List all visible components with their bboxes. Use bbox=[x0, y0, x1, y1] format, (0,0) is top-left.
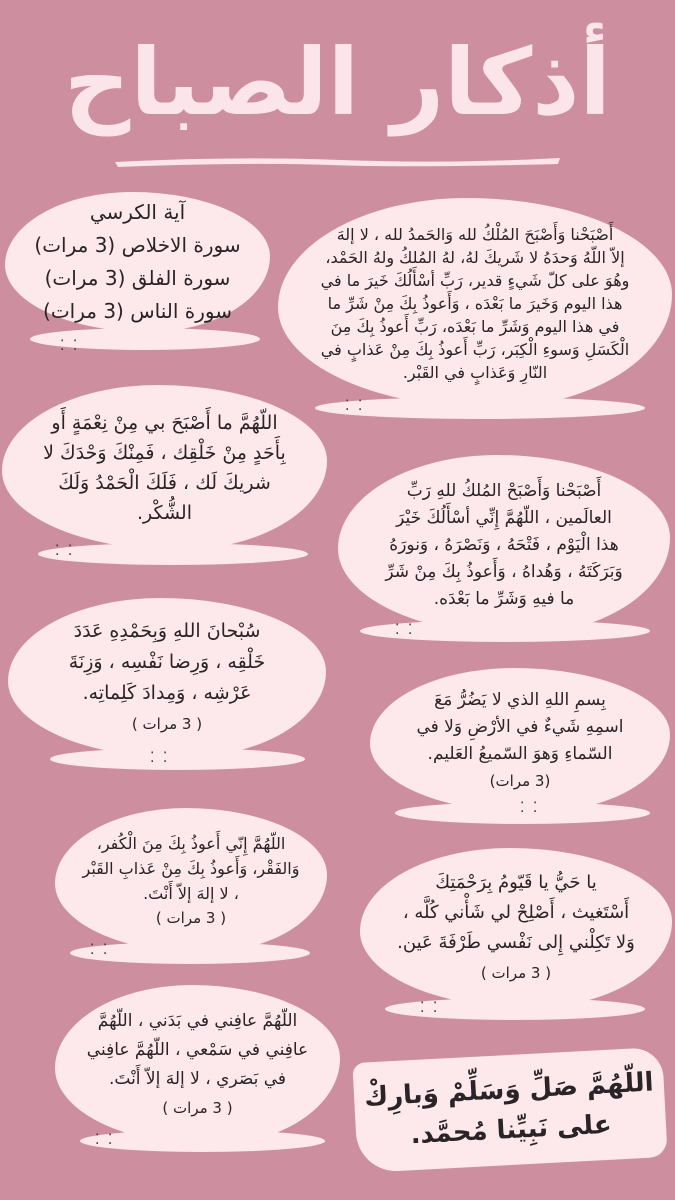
dhikr-line: في بَصَري ، لا إلهَ إلاّ أَنْتَ. bbox=[108, 1069, 287, 1089]
decorative-dots: ⁚ ⁚ bbox=[520, 800, 540, 816]
dhikr-line: عافِني في سَمْعي ، اللّهُمَّ عافِني bbox=[86, 1040, 309, 1060]
dhikr-line: وَالفَقْر، وَأَعوذُ بِكَ مِنْ عَذابِ القَبْر bbox=[82, 858, 300, 878]
repeat-count: ( 3 مرات ) bbox=[480, 964, 552, 982]
dhikr-nimah-bubble bbox=[2, 385, 327, 550]
dhikr-line: اللّهُمَّ ما أَصْبَحَ بي مِنْ نِعْمَةٍ أَو bbox=[51, 411, 278, 434]
dhikr-line: وَبَرَكَتَهُ ، وَهُداهُ ، وَأَعوذُ بِكَ مِنْ شَرِّ bbox=[385, 561, 623, 582]
dhikr-asbahna-rabb-bubble bbox=[338, 455, 670, 635]
dhikr-line: سُبْحانَ اللهِ وَبِحَمْدِهِ عَدَدَ bbox=[73, 620, 261, 642]
dhikr-kufr-bubble bbox=[55, 808, 327, 953]
bubble-shadow bbox=[315, 397, 645, 419]
dhikr-bismillah-bubble bbox=[370, 668, 670, 813]
salawat-line: على نَبِيِّنا مُحمَّد. bbox=[409, 1109, 613, 1151]
dhikr-line: في هذا اليوم وَشَرِّ ما بَعْدَه، رَبِّ أَعوذُ بِكَ مِنَ bbox=[330, 316, 620, 336]
dhikr-line: هذا الْيَوْم ، فَتْحَهُ ، وَنَصْرَهُ ، وَنورَهُ bbox=[389, 534, 619, 555]
title-underline bbox=[110, 152, 565, 170]
dhikr-line: شريكَ لَك ، فَلَكَ الْحَمْدُ وَلَكَ bbox=[58, 471, 271, 494]
quran-surahs-bubble bbox=[5, 192, 270, 332]
dhikr-asbahna-bubble bbox=[278, 198, 672, 408]
dhikr-line: الشُّكْر. bbox=[136, 501, 193, 524]
dhikr-line: إلاّ اللّهُ وَحدَهُ لا شَريكَ لهُ، لهُ المُلكُ ولهُ الحَمْد، bbox=[325, 247, 625, 267]
dhikr-line: بِأَحَدٍ مِنْ خَلْقِك ، فَمِنْكَ وَحْدَكَ لا bbox=[43, 441, 286, 464]
dhikr-line: هذا اليوم وَخَيرَ ما بَعْدَه ، وَأَعوذُ بِكَ مِنْ شَرِّ ما bbox=[327, 293, 623, 313]
dhikr-line: الْكَسَلِ وَسوءِ الْكِبَر، رَبِّ أَعوذُ بِكَ مِنْ عَذابٍ في bbox=[320, 339, 630, 359]
dhikr-line: أَصْبَحْنا وَأَصْبَحْ المُلكُ للهِ رَبِّ bbox=[406, 480, 602, 501]
dhikr-line: أَسْتَغيث ، أَصْلِحْ لي شَأْني كُلَّه ، bbox=[402, 902, 630, 923]
salawat-line: اللّهُمَّ صَلِّ وَسَلِّمْ وَبارِكْ bbox=[363, 1067, 655, 1113]
decorative-dots: ⁚ ⁚ bbox=[150, 750, 170, 766]
surah-line: آية الكرسي bbox=[89, 200, 186, 224]
dhikr-line: اسمِهِ شَيءٌ في الأرْضِ وَلا في bbox=[416, 716, 624, 737]
dhikr-line: اللّهُمَّ عافِني في بَدَني ، اللّهُمَّ bbox=[97, 1011, 298, 1031]
dhikr-line: وَلا تَكِلْني إِلى نَفْسي طَرْفَةَ عَين. bbox=[397, 932, 635, 953]
decorative-dots: ⁚ ⁚ bbox=[95, 1132, 115, 1148]
bubble-shadow bbox=[80, 1130, 325, 1152]
dhikr-afini-bubble bbox=[55, 985, 340, 1145]
dhikr-line: وهُوَ على كلّ شَيءٍ قدير، رَبِّ أسْأَلُكَ خَيرَ ما في bbox=[320, 270, 630, 290]
dhikr-line: ، لا إلهَ إلاّ أَنْتَ. bbox=[143, 883, 239, 903]
dhikr-line: يا حَيُّ يا قَيّومُ بِرَحْمَتِكَ bbox=[435, 872, 597, 893]
decorative-dots: ⁚ ⁚ bbox=[345, 398, 365, 414]
dhikr-line: السّماءِ وَهوَ السّميعُ العَليم. bbox=[427, 743, 613, 764]
repeat-count: ( 3 مرات ) bbox=[131, 715, 203, 733]
salawat-banner bbox=[352, 1047, 667, 1173]
repeat-count: (3 مرات) bbox=[489, 771, 551, 790]
dhikr-line: ما فيهِ وَشَرِّ ما بَعْدَه. bbox=[433, 588, 575, 609]
surah-line: سورة الاخلاص (3 مرات) bbox=[34, 233, 241, 257]
dhikr-line: خَلْقِه ، وَرِضا نَفْسِه ، وَزِنَةَ bbox=[68, 651, 266, 673]
page-title: أذكار الصباح bbox=[64, 29, 611, 136]
bubble-shadow bbox=[50, 748, 305, 770]
decorative-dots: ⁚ ⁚ bbox=[90, 942, 110, 958]
dhikr-subhan-bubble bbox=[8, 598, 326, 758]
decorative-dots: ⁚ ⁚ bbox=[395, 622, 415, 638]
dhikr-line: اللّهُمَّ إِنّي أَعوذُ بِكَ مِنَ الْكُفر، bbox=[96, 833, 286, 853]
decorative-dots: ⁚ ⁚ bbox=[60, 338, 80, 354]
dhikr-line: بِسمِ اللهِ الذي لا يَضُرُّ مَعَ bbox=[434, 689, 606, 710]
dhikr-line: عَرْشِه ، وَمِدادَ كَلِماتِه. bbox=[82, 682, 252, 704]
dhikr-line: النّارِ وَعَذابٍ في القَبْر. bbox=[402, 362, 548, 382]
dhikr-line: أَصْبَحْنا وَأَصْبَحَ المُلْكُ لله وَالحَمدُ لله ، لا إلهَ bbox=[336, 224, 614, 244]
repeat-count: ( 3 مرات ) bbox=[162, 1099, 233, 1117]
repeat-count: ( 3 مرات ) bbox=[155, 908, 227, 927]
decorative-dots: ⁚ ⁚ bbox=[420, 1000, 440, 1016]
surah-line: سورة الناس (3 مرات) bbox=[43, 299, 232, 323]
bubble-shadow bbox=[38, 543, 308, 565]
dhikr-line: العالَمين ، اللّهُمَّ إِنِّي أسْأَلُكَ خَيْرَ bbox=[396, 507, 612, 528]
surah-line: سورة الفلق (3 مرات) bbox=[44, 266, 231, 290]
decorative-dots: ⁚ ⁚ bbox=[55, 543, 75, 559]
dhikr-hayy-qayyum-bubble bbox=[360, 848, 672, 1008]
